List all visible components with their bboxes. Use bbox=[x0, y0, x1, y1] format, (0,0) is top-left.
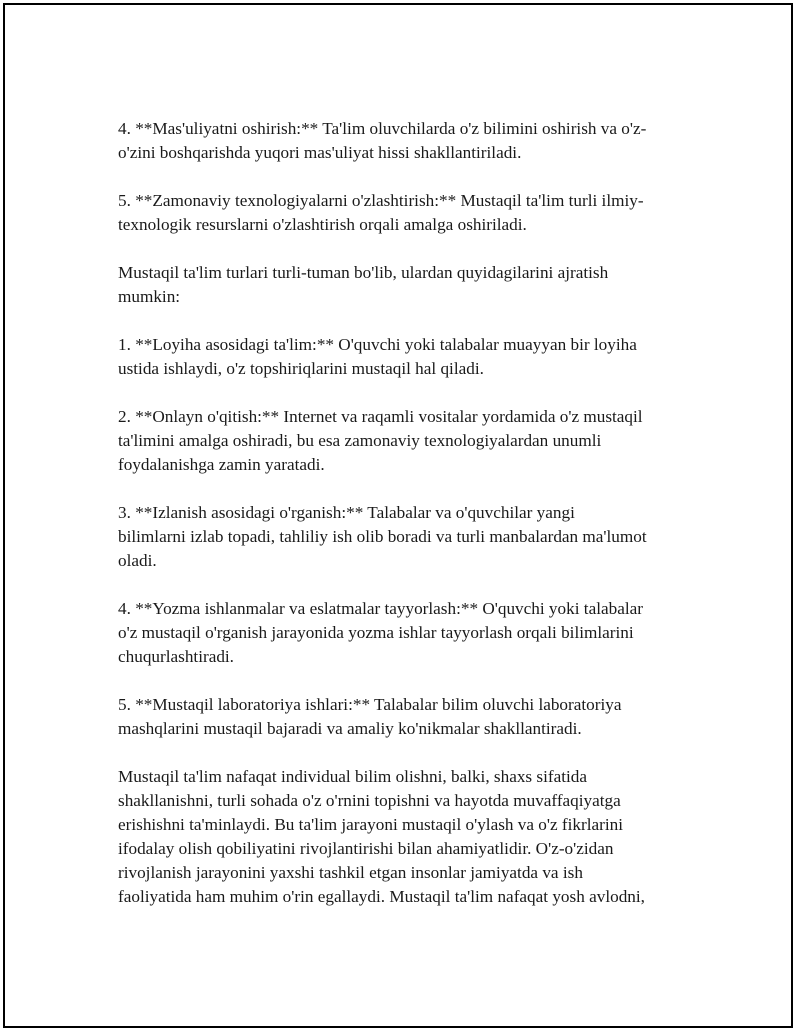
paragraph-online-learning: 2. **Onlayn o'qitish:** Internet va raqamli vositalar yordamida o'z mustaqil ta'limini amalga oshiradi, bu esa zamonaviy texnologiyalardan unumli foydalanishga zamin yaratadi. bbox=[118, 407, 643, 474]
paragraph-conclusion: Mustaqil ta'lim nafaqat individual bilim olishni, balki, shaxs sifatida shakllanishni, turli sohada o'z o'rnini topishni va hayotda muvaffaqiyatga erishishni ta'minlaydi. Bu ta'lim jarayoni mustaqil o'ylash va o'z fikrlarini ifodalay olish qobiliyatini rivojlantirishi bilan ahamiyatlidir. O'z-o'zidan rivojlanish jarayonini yaxshi tashkil etgan insonlar jamiyatda va ish faoliyatida ham muhim o'rin egallaydi. Mustaqil ta'lim nafaqat yosh avlodni, bbox=[118, 767, 645, 906]
paragraph-responsibility: 4. **Mas'uliyatni oshirish:** Ta'lim oluvchilarda o'z bilimini oshirish va o'z- o'zini boshqarishda yuqori mas'uliyat hissi shakllantiriladi. bbox=[118, 119, 647, 162]
paragraph-research-learning: 3. **Izlanish asosidagi o'rganish:** Talabalar va o'quvchilar yangi bilimlarni izlab topadi, tahliliy ish olib boradi va turli manbalardan ma'lumot oladi. bbox=[118, 503, 647, 570]
paragraph-written-work: 4. **Yozma ishlanmalar va eslatmalar tayyorlash:** O'quvchi yoki talabalar o'z mustaqil o'rganish jarayonida yozma ishlar tayyorlash orqali bilimlarini chuqurlashtiradi. bbox=[118, 599, 643, 666]
paragraph-project-learning: 1. **Loyiha asosidagi ta'lim:** O'quvchi yoki talabalar muayyan bir loyiha ustida ishlaydi, o'z topshiriqlarini mustaqil hal qiladi. bbox=[118, 335, 637, 378]
paragraph-laboratory-work: 5. **Mustaqil laboratoriya ishlari:** Talabalar bilim oluvchi laboratoriya mashqlarini mustaqil bajaradi va amaliy ko'nikmalar shakllantiradi. bbox=[118, 695, 622, 738]
paragraph-technologies: 5. **Zamonaviy texnologiyalarni o'zlashtirish:** Mustaqil ta'lim turli ilmiy- texnologik resurslarni o'zlashtirish orqali amalga oshiriladi. bbox=[118, 191, 644, 234]
paragraph-types-intro: Mustaqil ta'lim turlari turli-tuman bo'lib, ulardan quyidagilarini ajratish mumkin: bbox=[118, 263, 609, 306]
document-body bbox=[118, 117, 688, 933]
